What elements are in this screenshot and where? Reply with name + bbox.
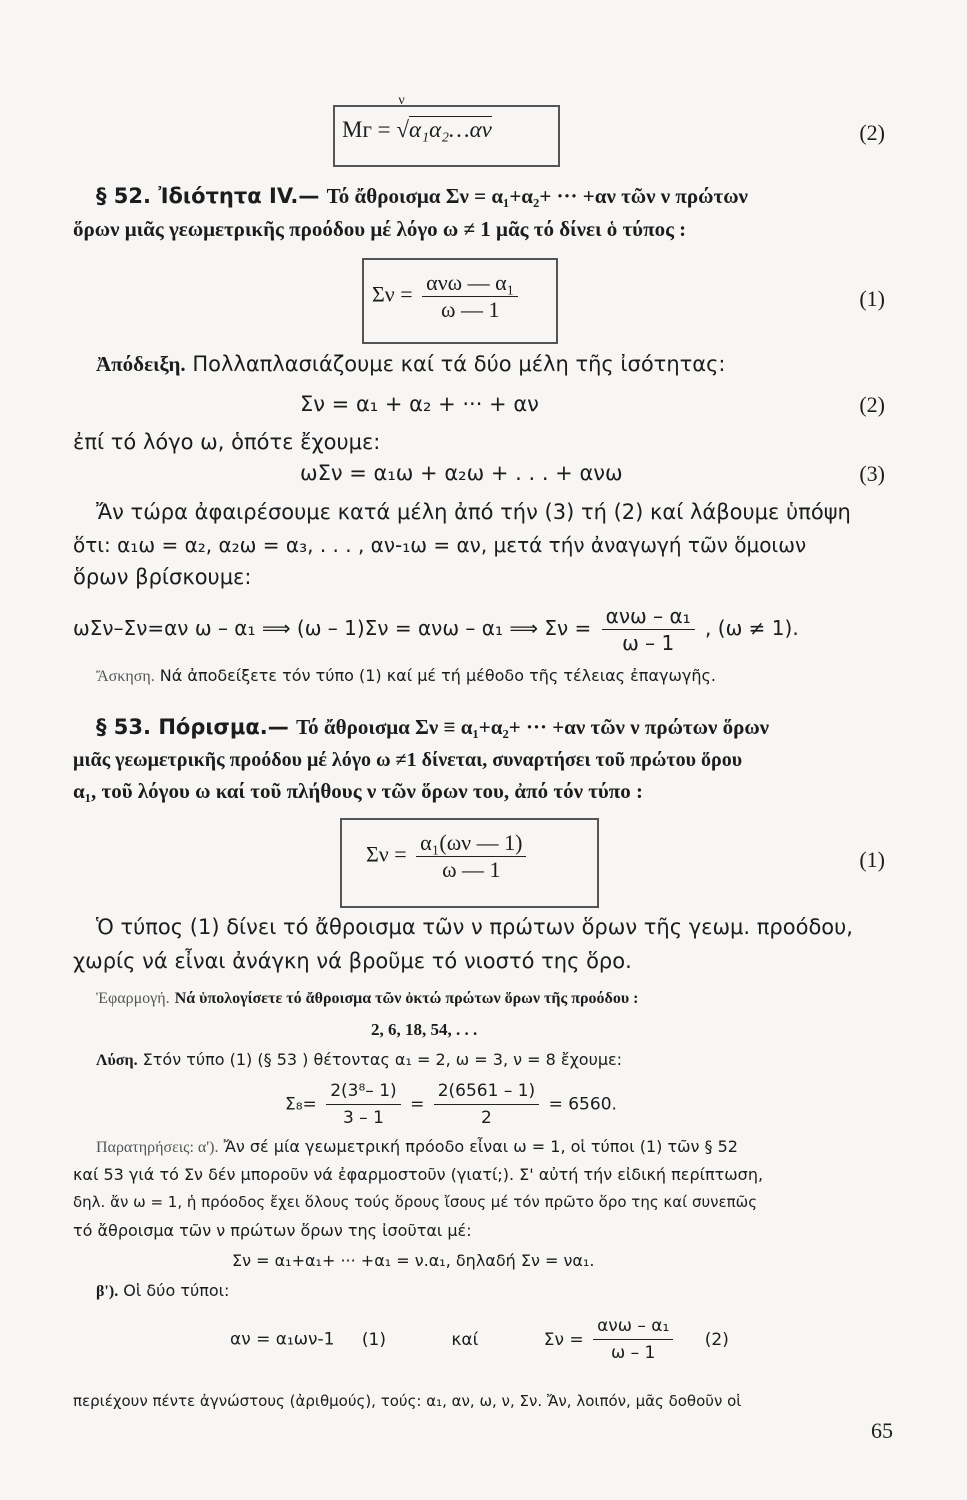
formula-a-number: (1) (361, 1329, 386, 1350)
calc-num1: 2(3⁸– 1) (326, 1078, 400, 1105)
formula-and: καί (451, 1329, 479, 1350)
mg-lhs: Mг (342, 117, 372, 142)
s53-formula (366, 830, 530, 883)
s52-formula-den: ω — 1 (441, 297, 500, 322)
derivation-den: ω – 1 (622, 631, 675, 655)
s53-formula-lhs: Σν = (366, 841, 407, 867)
s52-heading-line (96, 182, 748, 210)
eq2: Σν = α₁ + α₂ + ··· + αν (300, 392, 539, 416)
calc-den2: 2 (481, 1108, 492, 1128)
formula-s-lhs: Σν = (543, 1329, 584, 1350)
sqrt-icon: √ (396, 117, 409, 142)
solution-text: Στόν τύπο (1) (§ 53 ) θέτοντας α₁ = 2, ω = 3, ν = 8 ἔχουμε: (142, 1050, 623, 1069)
eq2-number: (2) (859, 392, 885, 417)
remarks2: καί 53 γιά τό Σν δέν μποροῦν νά ἐφαρμοστοῦν (γιατί;). Σ' αὐτή τήν εἰδική περίπτωση, (73, 1165, 764, 1184)
page-number: 65 (871, 1418, 893, 1443)
remarks-line1 (96, 1137, 738, 1157)
solution-line (96, 1050, 622, 1070)
eq3-number: (3) (859, 461, 885, 486)
proof-text: Πολλαπλασιάζουμε καί τά δύο μέλη τῆς ἰσότητας: (192, 352, 726, 376)
radicand: α₁α₂…αν (409, 117, 492, 142)
solution-label: Λύση. (96, 1052, 138, 1069)
calc-lhs: Σ₈= (285, 1094, 317, 1115)
calc-num2: 2(6561 – 1) (434, 1078, 539, 1105)
calc-eq: = (410, 1094, 425, 1115)
remarks-label: Παρατηρήσεις: α'). (96, 1139, 219, 1156)
application-label: Ἐφαρμογή. (96, 990, 170, 1007)
s53-formula-num: α₁(ων — 1) (416, 830, 526, 857)
s52-formula (372, 270, 522, 323)
derivation (73, 603, 799, 656)
mg-formula (342, 93, 492, 143)
calc-result: = 6560. (548, 1094, 617, 1115)
s52-number: § 52. (96, 184, 152, 208)
eq3: ωΣν = α₁ω + α₂ω + . . . + ανω (300, 461, 623, 485)
formula-s-den: ω – 1 (611, 1343, 656, 1363)
para2: ὅτι: α₁ω = α₂, α₂ω = α₃, . . . , αν-₁ω = αν, μετά τήν ἀναγωγή τῶν ὅμοιων (73, 533, 807, 557)
s53-line1: Τό ἄθροισμα Σν ≡ α₁+α₂+ ··· +αν τῶν ν πρώτων ὅρων (296, 715, 770, 739)
exercise-line (96, 666, 716, 686)
s53-heading-line (96, 713, 769, 741)
remarks1: Ἄν σέ μία γεωμετρική πρόοδο εἶναι ω = 1, οἱ τύποι (1) τῶν § 52 (223, 1137, 738, 1156)
s52-formula-num: ανω — α₁ (422, 270, 518, 297)
para3: ὅρων βρίσκουμε: (73, 565, 252, 589)
formula-a: αν = α₁ων-1 (230, 1329, 335, 1350)
note1: Ὁ τύπος (1) δίνει τό ἄθροισμα τῶν ν πρώτων ὅρων τῆς γεωμ. προόδου, (96, 915, 853, 939)
para1: Ἄν τώρα ἀφαιρέσουμε κατά μέλη ἀπό τήν (3) τή (2) καί λάβουμε ὑπόψη (96, 500, 851, 524)
derivation-num: ανω – α₁ (602, 603, 695, 630)
s52-eq-number-1: (1) (859, 286, 885, 311)
s52-formula-lhs: Σν = (372, 281, 413, 307)
derivation-left: ωΣν–Σν=αν ω – α₁ ⟹ (ω – 1)Σν = ανω – α₁ ⟹ Σν = (73, 616, 592, 640)
s53-eq-number-1: (1) (859, 847, 885, 872)
beta-line (96, 1281, 229, 1301)
application-line (96, 988, 638, 1008)
last-line: περιέχουν πέντε ἀγνώστους (ἀριθμούς), τούς: α₁, αν, ω, ν, Σν. Ἄν, λοιπόν, μᾶς δοθοῦν οἱ (73, 1392, 742, 1410)
s53-line2: μιᾶς γεωμετρικῆς προόδου μέ λόγο ω ≠1 δίνεται, συναρτήσει τοῦ πρώτου ὅρου (73, 749, 743, 771)
s53-line3: α₁, τοῦ λόγου ω καί τοῦ πλήθους ν τῶν ὅρων του, ἀπό τόν τύπο : (73, 779, 644, 803)
calculation (285, 1078, 617, 1131)
by-ratio-text: ἐπί τό λόγο ω, ὁπότε ἔχουμε: (73, 430, 381, 454)
root-index: ν (398, 93, 405, 108)
calc-den1: 3 – 1 (342, 1108, 384, 1128)
sum-equation: Σν = α₁+α₁+ ··· +α₁ = ν.α₁, δηλαδή Σν = να₁. (232, 1251, 595, 1270)
beta-label: β'). (96, 1283, 119, 1300)
s52-line1: Τό ἄθροισμα Σν = α₁+α₂+ ··· +αν τῶν ν πρώτων (326, 184, 748, 208)
mg-eq: = (377, 117, 391, 142)
two-formulas (230, 1313, 729, 1366)
derivation-cond: , (ω ≠ 1). (705, 616, 799, 640)
note2: χωρίς νά εἶναι ἀνάγκη νά βροῦμε τό νιοστό της ὅρο. (73, 949, 632, 973)
mg-eq-number: (2) (859, 120, 885, 145)
s52-title: Ἰδιότητα IV.— (158, 184, 320, 208)
remarks4: τό ἄθροισμα τῶν ν πρώτων ὅρων της ἰσοῦται μέ: (73, 1221, 472, 1240)
s53-number: § 53. (96, 715, 152, 739)
s53-formula-den: ω — 1 (442, 857, 501, 882)
sequence: 2, 6, 18, 54, . . . (371, 1020, 478, 1039)
remarks3: δηλ. ἄν ω = 1, ἡ πρόοδος ἔχει ὅλους τούς ὅρους ἴσους μέ τόν πρῶτο ὅρο της καί συνεπῶς (73, 1193, 758, 1211)
exercise-label: Ἄσκηση. (96, 668, 155, 685)
proof-label: Ἀπόδειξη. (96, 352, 186, 376)
proof-line (96, 350, 726, 378)
exercise-text: Νά ἀποδείξετε τόν τύπο (1) καί μέ τή μέθοδο τῆς τέλειας ἐπαγωγῆς. (159, 666, 716, 685)
s53-title: Πόρισμα.— (158, 715, 289, 739)
beta-text: Οἱ δύο τύποι: (123, 1281, 230, 1300)
formula-s-num: ανω – α₁ (593, 1313, 673, 1340)
application-text: Νά ὑπολογίσετε τό ἄθροισμα τῶν ὀκτώ πρώτων ὅρων τῆς προόδου : (174, 990, 639, 1007)
s52-line2: ὅρων μιᾶς γεωμετρικῆς προόδου μέ λόγο ω ≠ 1 μᾶς τό δίνει ὁ τύπος : (73, 217, 687, 241)
formula-s-number: (2) (704, 1329, 729, 1350)
